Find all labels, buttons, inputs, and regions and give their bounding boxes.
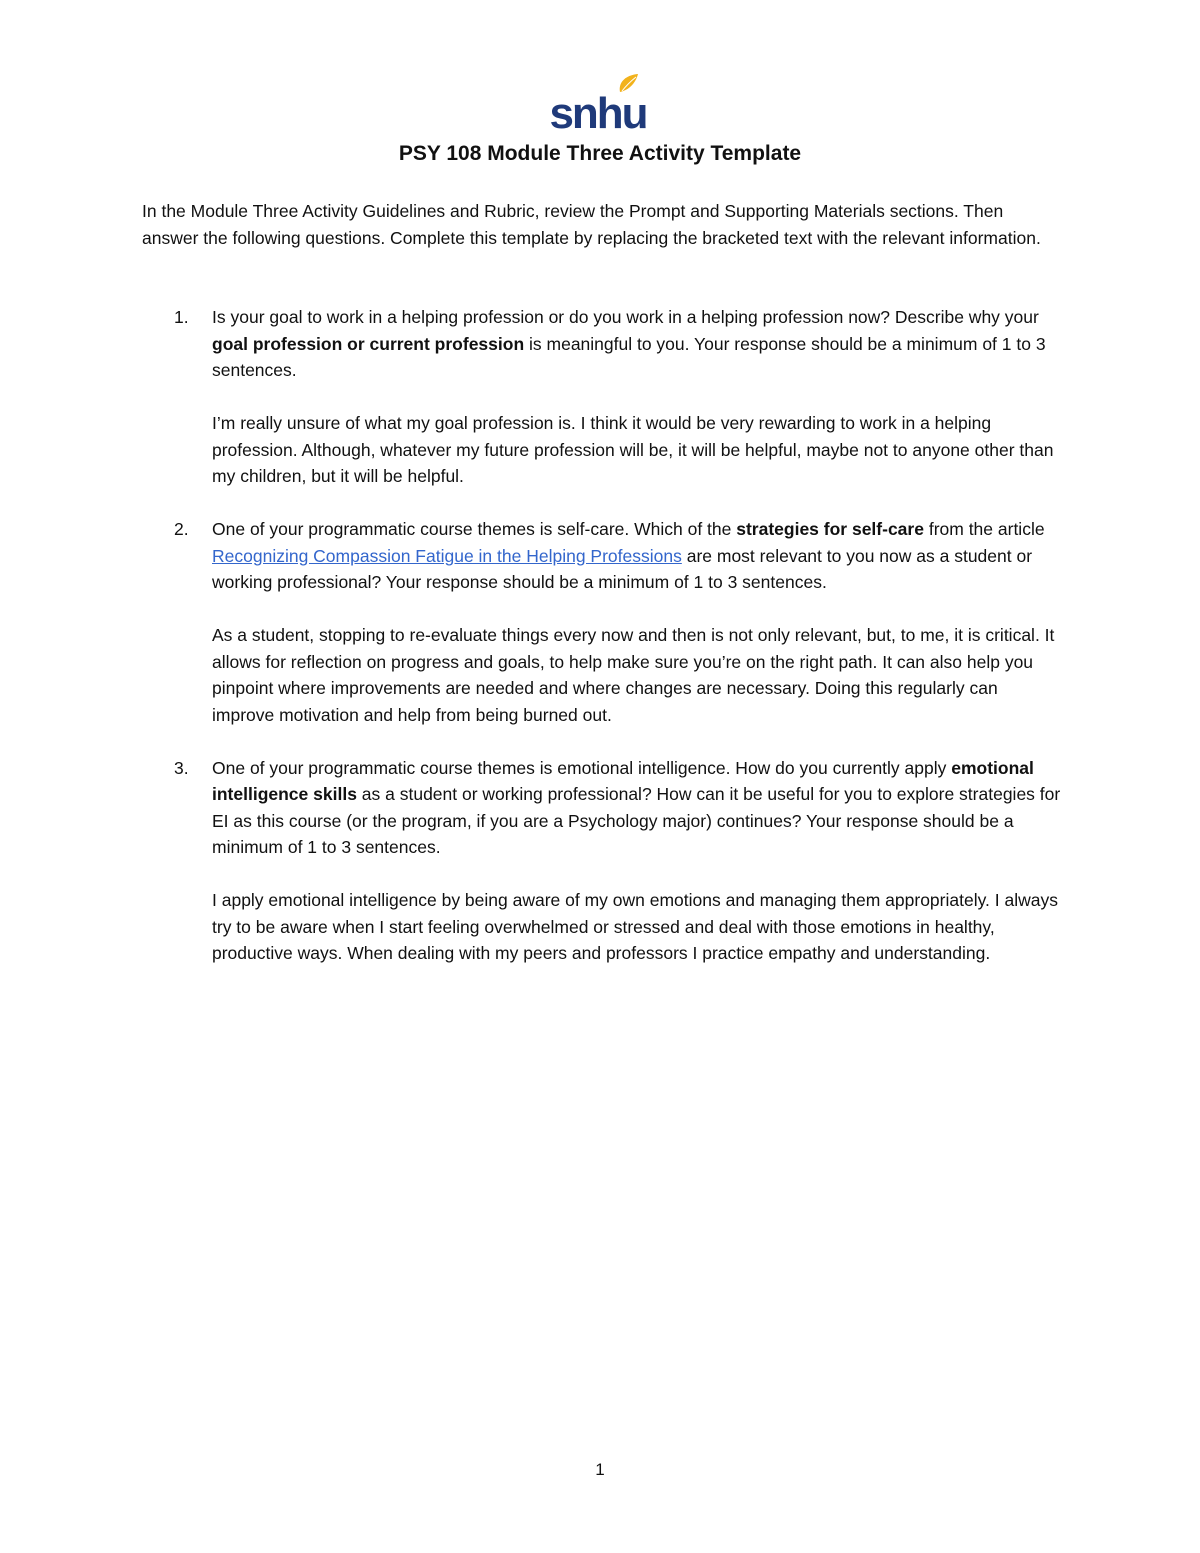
- answer-text: I apply emotional intelligence by being aware of my own emotions and managing them appropriately. I always try to be aware when I start feeling overwhelmed or stressed and deal with those emotions in healthy, productive ways. When dealing with my peers and professors I practice empathy and understanding.: [212, 890, 1058, 963]
- page-number: 1: [595, 1460, 605, 1479]
- question-prompt: One of your programmatic course themes is emotional intelligence. How do you currently apply emotional intelligence skills as a student or working professional? How can it be useful for you to explore strategies for EI as this course (or the program, if you are a Psychology major) continues? Your response should be a minimum of 1 to 3 sentences.: [212, 757, 1061, 857]
- question-number: 1.: [174, 307, 189, 327]
- question-prompt: One of your programmatic course themes is self-care. Which of the strategies for self-care from the article Recognizing Compassion Fatigue in the Helping Professions are most relevant to you now as a student or working professional? Your response should be a minimum of 1 to 3 sentences.: [212, 519, 1045, 592]
- answer-text: As a student, stopping to re-evaluate things every now and then is not only relevant, but, to me, it is critical. It allows for reflection on progress and goals, to help make sure you’re on the right path. It can also help you pinpoint where improvements are needed and where changes are necessary. Doing this regularly can improve motivation and help from being burned out.: [212, 625, 1055, 725]
- document-title: PSY 108 Module Three Activity Template: [398, 142, 802, 165]
- question-prompt: Is your goal to work in a helping profession or do you work in a helping profession now? Describe why your goal profession or current profession is meaningful to you. Your response should be a minimum of 1 to 3 sentences.: [212, 307, 1046, 380]
- question-number: 3.: [174, 757, 189, 778]
- snhu-logo: [548, 72, 648, 134]
- question-number: 2.: [174, 519, 189, 539]
- bold-term: goal profession or current profession: [212, 333, 525, 354]
- question-item: [142, 755, 1062, 967]
- article-link[interactable]: Recognizing Compassion Fatigue in the Helping Professions: [212, 545, 682, 566]
- bold-term: emotional intelligence skills: [212, 757, 1034, 804]
- bold-term: strategies for self-care: [736, 519, 924, 539]
- question-list: [142, 304, 1062, 993]
- question-item: [142, 516, 1062, 728]
- svg-text:snhu: snhu: [549, 89, 647, 134]
- question-item: [142, 304, 1062, 490]
- intro-paragraph: In the Module Three Activity Guidelines and Rubric, review the Prompt and Supporting Materials sections. Then answer the following questions. Complete this template by replacing the bracketed text with the relevant information.: [142, 201, 1041, 248]
- answer-text: I’m really unsure of what my goal profession is. I think it would be very rewarding to work in a helping profession. Although, whatever my future profession will be, it will be helpful, maybe not to anyone other than my children, but it will be helpful.: [212, 413, 1054, 486]
